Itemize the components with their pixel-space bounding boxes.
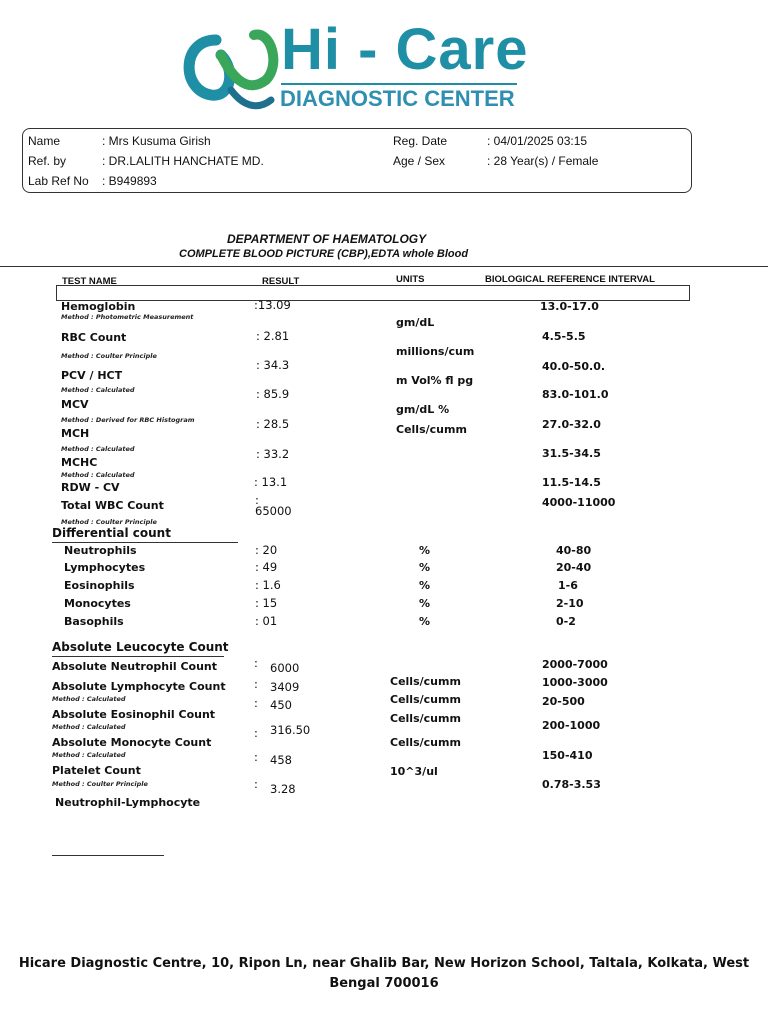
name-value: : Mrs Kusuma Girish — [102, 134, 211, 148]
age-sex-label: Age / Sex — [393, 154, 446, 168]
ref-by-label: Ref. by — [28, 154, 67, 168]
differential-title: Differential count — [52, 526, 171, 540]
test-result: 65000 — [255, 504, 292, 518]
test-method: Method : Calculated — [61, 386, 135, 394]
section-underline — [52, 542, 238, 543]
diff-reference: 0-2 — [556, 615, 576, 628]
test-method: Method : Calculated — [61, 471, 135, 479]
diff-value: : 1.6 — [255, 578, 281, 592]
test-reference: 27.0-32.0 — [542, 418, 601, 431]
diff-name: Neutrophils — [64, 544, 137, 557]
unit-label: millions/cum — [396, 345, 475, 358]
abs-colon: : — [254, 750, 258, 764]
test-result: : 33.2 — [256, 447, 290, 461]
test-result: : 85.9 — [256, 387, 290, 401]
header-units: UNITS — [396, 274, 425, 285]
abs-name: Absolute Monocyte Count — [52, 736, 212, 749]
abs-unit: Cells/cumm — [390, 712, 461, 725]
test-name: MCH — [61, 427, 90, 440]
diff-reference: 2-10 — [556, 597, 584, 610]
test-result: : 34.3 — [256, 358, 290, 372]
abs-method: Method : Coulter Principle — [52, 780, 148, 788]
diff-value: : 20 — [255, 543, 278, 557]
diff-value: : 49 — [255, 560, 278, 574]
abs-reference: 1000-3000 — [542, 676, 608, 689]
section-underline — [52, 656, 224, 657]
diff-name: Basophils — [64, 615, 124, 628]
abs-unit: 10^3/ul — [390, 765, 438, 778]
abs-method: Method : Calculated — [52, 751, 126, 759]
header-reference: BIOLOGICAL REFERENCE INTERVAL — [485, 274, 655, 285]
diff-name: Eosinophils — [64, 579, 135, 592]
abs-reference: 20-500 — [542, 695, 585, 708]
unit-label: gm/dL % — [396, 403, 450, 416]
test-result: : 2.81 — [256, 329, 290, 343]
abs-unit: Cells/cumm — [390, 693, 461, 706]
test-result: : 28.5 — [256, 417, 290, 431]
header-row-box — [56, 285, 690, 301]
absolute-title: Absolute Leucocyte Count — [52, 640, 229, 654]
test-name: Total WBC Count — [61, 499, 164, 512]
header-divider — [0, 266, 768, 267]
test-result: :13.09 — [254, 298, 291, 312]
abs-colon: : — [254, 726, 258, 740]
diff-unit: % — [419, 615, 431, 628]
footer-address-line2: Bengal 700016 — [329, 976, 439, 991]
abs-unit: Cells/cumm — [390, 675, 461, 688]
test-name: MCV — [61, 398, 89, 411]
test-reference: 83.0-101.0 — [542, 388, 609, 401]
diff-value: : 01 — [255, 614, 278, 628]
abs-value: 3409 — [270, 680, 300, 694]
test-reference: 13.0-17.0 — [540, 300, 599, 313]
age-sex-value: : 28 Year(s) / Female — [487, 154, 599, 168]
reg-date-label: Reg. Date — [393, 134, 448, 148]
diff-unit: % — [419, 597, 431, 610]
test-method: Method : Coulter Principle — [61, 352, 157, 360]
abs-unit: Cells/cumm — [390, 736, 461, 749]
footer-address-line1: Hicare Diagnostic Centre, 10, Ripon Ln, near Ghalib Bar, New Horizon School, Taltala, Kolkata, West — [18, 956, 750, 971]
abs-value: 6000 — [270, 661, 300, 675]
abs-reference: 200-1000 — [542, 719, 601, 732]
unit-label: gm/dL — [396, 316, 435, 329]
test-method: Method : Coulter Principle — [61, 518, 157, 526]
test-method: Method : Calculated — [61, 445, 135, 453]
test-name: RBC Count — [61, 331, 127, 344]
test-result: : 13.1 — [254, 475, 288, 489]
test-method: Method : Derived for RBC Histogram — [61, 416, 195, 424]
reg-date-value: : 04/01/2025 03:15 — [487, 134, 588, 148]
abs-value: 458 — [270, 753, 292, 767]
diff-unit: % — [419, 579, 431, 592]
test-name: RDW - CV — [61, 481, 120, 494]
lab-ref-value: : B949893 — [102, 174, 157, 188]
diff-reference: 20-40 — [556, 561, 592, 574]
header-result: RESULT — [262, 276, 300, 287]
test-reference: 4.5-5.5 — [542, 330, 586, 343]
abs-colon: : — [254, 677, 258, 691]
test-reference: 4000-11000 — [542, 496, 616, 509]
brand-divider — [281, 83, 517, 85]
abs-colon: : — [254, 777, 258, 791]
test-name: Hemoglobin — [61, 300, 136, 313]
header-test-name: TEST NAME — [62, 276, 117, 287]
abs-colon: : — [254, 696, 258, 710]
unit-label: Cells/cumm — [396, 423, 467, 436]
diff-name: Lymphocytes — [64, 561, 146, 574]
test-result-colon: : — [255, 493, 259, 507]
diff-unit: % — [419, 544, 431, 557]
abs-reference: 150-410 — [542, 749, 593, 762]
abs-name: Absolute Lymphocyte Count — [52, 680, 226, 693]
signature-line — [52, 855, 164, 856]
abs-value: 450 — [270, 698, 292, 712]
abs-name: Absolute Eosinophil Count — [52, 708, 216, 721]
test-name: MCHC — [61, 456, 98, 469]
abs-reference: 2000-7000 — [542, 658, 608, 671]
lab-ref-label: Lab Ref No — [28, 174, 89, 188]
abs-method: Method : Calculated — [52, 695, 126, 703]
name-label: Name — [28, 134, 61, 148]
diff-reference: 40-80 — [556, 544, 592, 557]
department-subtitle: COMPLETE BLOOD PICTURE (CBP),EDTA whole Blood — [179, 248, 469, 260]
abs-reference: 0.78-3.53 — [542, 778, 601, 791]
diff-name: Monocytes — [64, 597, 131, 610]
abs-name: Neutrophil-Lymphocyte — [55, 796, 201, 809]
unit-label: m Vol% fl pg — [396, 374, 474, 387]
abs-name: Platelet Count — [52, 764, 141, 777]
diff-value: : 15 — [255, 596, 278, 610]
diff-unit: % — [419, 561, 431, 574]
department-title: DEPARTMENT OF HAEMATOLOGY — [227, 232, 427, 246]
abs-value: 3.28 — [270, 782, 296, 796]
abs-colon: : — [254, 656, 258, 670]
diff-reference: 1-6 — [558, 579, 578, 592]
abs-method: Method : Calculated — [52, 723, 126, 731]
abs-value: 316.50 — [270, 723, 311, 737]
abs-name: Absolute Neutrophil Count — [52, 660, 218, 673]
brand-subtitle: DIAGNOSTIC CENTER — [280, 86, 515, 111]
test-reference: 40.0-50.0. — [542, 360, 606, 373]
test-reference: 11.5-14.5 — [542, 476, 601, 489]
test-name: PCV / HCT — [61, 369, 123, 382]
brand-name: Hi - Care — [281, 17, 529, 82]
test-reference: 31.5-34.5 — [542, 447, 601, 460]
test-method: Method : Photometric Measurement — [61, 313, 194, 321]
ref-by-value: : DR.LALITH HANCHATE MD. — [102, 154, 264, 168]
